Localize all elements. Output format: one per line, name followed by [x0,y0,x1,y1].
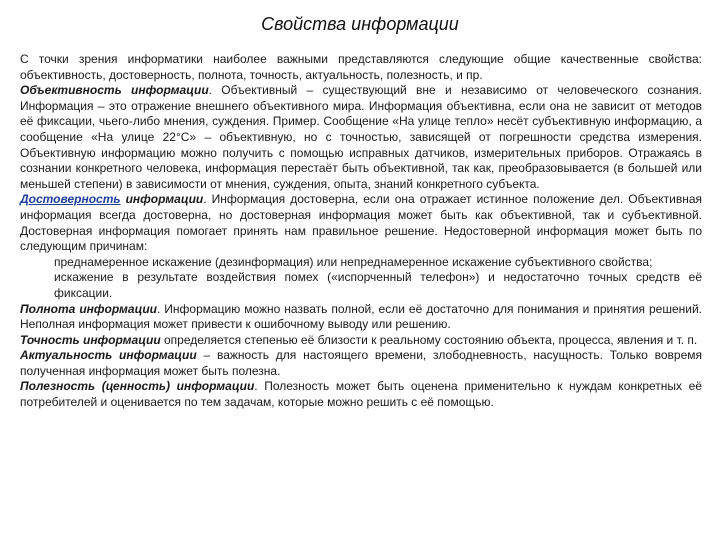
completeness-text: . Информацию можно назвать полной, если её достаточно для понимания и принятия решений. Неполная информация может привести к ошибочному выводу или решению. [20,301,703,332]
reliability-term-link[interactable]: Достоверность [20,192,121,207]
completeness-paragraph [20,302,702,333]
reliability-term-rest: информации [120,192,204,207]
document-body [20,52,702,411]
relevance-paragraph [20,348,702,379]
objectivity-text: . Объективный – существующий вне и независимо от человеческого сознания. Информация – это отражение внешнего объективного мира. Информация объективна, если она не зависит от методов её фиксации, чьего-либо мнения, суждения. Пример. Сообщение «На улице тепло» несёт субъективную информацию, а сообщение «На улице 22°С» – объективную, но с точностью, зависящей от погрешности средства измерения. Объективную информацию можно получить с помощью исправных датчиков, измерительных приборов. Отражаясь в сознании конкретного человека, информация перестаёт быть объективной, так как, преобразовывается (в большей или меньшей степени) в зависимости от мнения, суждения, опыта, знаний конкретного субъекта. [20,83,702,191]
intro-paragraph: С точки зрения информатики наиболее важными представляются следующие общие качественные свойства: объективность, достоверность, полнота, точность, актуальность, полезность, и пр. [20,52,702,82]
usefulness-text: . Полезность может быть оценена применительно к нуждам конкретных её потребителей и оценивается по тем задачам, которые можно решить с её помощью. [20,379,703,410]
reliability-text: . Информация достоверна, если она отражает истинное положение дел. Объективная информация всегда достоверна, но достоверная информация может быть как объективной, так и субъективной. Достоверная информация помогает принять нам правильное решение. Недостоверной информация может быть по следующим причинам: [20,192,702,254]
accuracy-paragraph [20,333,702,349]
objectivity-paragraph [20,83,702,192]
usefulness-term: Полезность (ценность) информации [20,379,255,394]
objectivity-term: Объективность информации [20,83,209,98]
page-title: Свойства информации [261,14,459,34]
relevance-term: Актуальность информации [20,348,197,363]
completeness-term: Полнота информации [20,301,157,316]
relevance-text: – важность для настоящего времени, злободневность, насущность. Только вовремя полученная информация может быть полезна. [20,348,703,378]
reliability-reason-1: преднамеренное искажение (дезинформация) или непреднамеренное искажение субъективного свойства; [54,254,653,269]
accuracy-term: Точность информации [20,332,161,347]
accuracy-text: определяется степенью её близости к реальному состоянию объекта, процесса, явления и т. п. [160,332,698,347]
usefulness-paragraph [20,379,702,410]
reliability-paragraph [20,192,702,254]
reliability-reason-2: искажение в результате воздействия помех («испорченный телефон») и недостаточно точных средств её фиксации. [54,270,702,300]
